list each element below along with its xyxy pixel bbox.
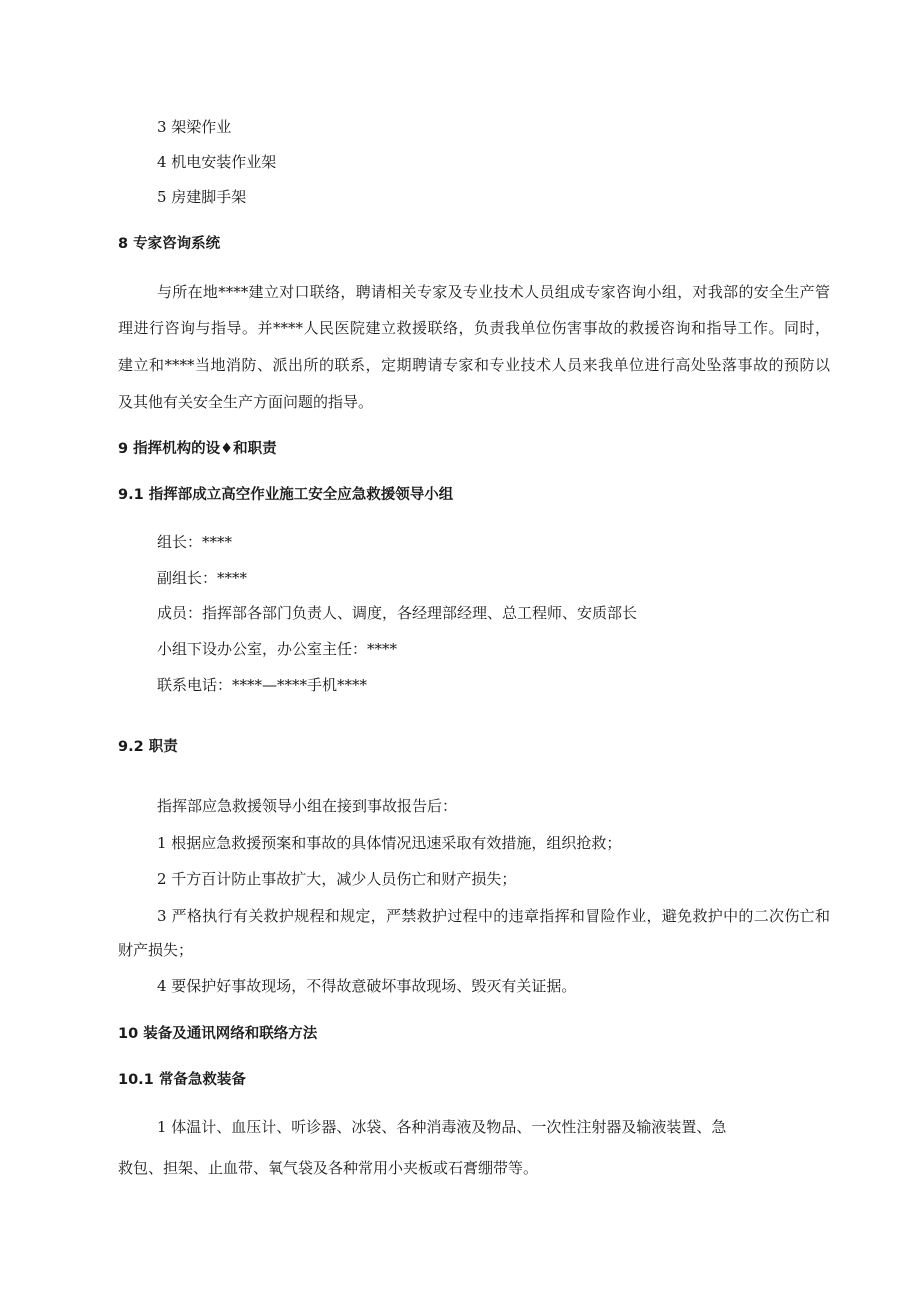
- section-heading-8: 8 专家咨询系统: [118, 236, 221, 252]
- duty-item-3-cont: 财产损失；: [118, 941, 194, 959]
- members-line: 成员：指挥部各部门负责人、调度，各经理部经理、总工程师、安质部长: [157, 604, 638, 622]
- paragraph-line: 与所在地****建立对口联络，聘请相关专家及专业技术人员组成专家咨询小组，对我部的安全生产管: [157, 283, 830, 301]
- list-item: 4 机电安装作业架: [157, 153, 277, 171]
- section-heading-10: 10 装备及通讯网络和联络方法: [118, 1026, 318, 1042]
- section-heading-9: 9 指挥机构的设♦和职责: [118, 441, 277, 457]
- office-line: 小组下设办公室，办公室主任：****: [157, 640, 398, 658]
- duties-intro: 指挥部应急救援领导小组在接到事故报告后：: [157, 797, 458, 815]
- deputy-leader-line: 副组长：****: [157, 569, 248, 587]
- subsection-heading-10-1: 10.1 常备急救装备: [118, 1072, 246, 1088]
- contact-phone-line: 联系电话：****—****手机****: [157, 676, 368, 694]
- duty-item-1: 1 根据应急救援预案和事故的具体情况迅速采取有效措施，组织抢救；: [157, 834, 622, 852]
- team-leader-line: 组长：****: [157, 533, 233, 551]
- equipment-line-cont: 救包、担架、止血带、氧气袋及各种常用小夹板或石膏绷带等。: [118, 1159, 539, 1177]
- list-item: 3 架梁作业: [157, 118, 232, 136]
- duty-item-2: 2 千方百计防止事故扩大，减少人员伤亡和财产损失；: [157, 870, 517, 888]
- subsection-heading-9-2: 9.2 职责: [118, 739, 178, 755]
- paragraph-line: 及其他有关安全生产方面问题的指导。: [118, 393, 374, 411]
- list-item: 5 房建脚手架: [157, 188, 247, 206]
- duty-item-3: 3 严格执行有关救护规程和规定，严禁救护过程中的违章指挥和冒险作业，避免救护中的二次伤亡和: [157, 907, 830, 925]
- subsection-heading-9-1: 9.1 指挥部成立高空作业施工安全应急救援领导小组: [118, 487, 454, 503]
- duty-item-4: 4 要保护好事故现场，不得故意破坏事故现场、毁灭有关证据。: [157, 977, 577, 995]
- paragraph-line: 理进行咨询与指导。并****人民医院建立救援联络，负责我单位伤害事故的救援咨询和指导工作。同时，: [118, 319, 830, 337]
- paragraph-line: 建立和****当地消防、派出所的联系，定期聘请专家和专业技术人员来我单位进行高处坠落事故的预防以: [118, 356, 830, 374]
- equipment-line: 1 体温计、血压计、听诊器、冰袋、各种消毒液及物品、一次性注射器及输液装置、急: [157, 1118, 727, 1136]
